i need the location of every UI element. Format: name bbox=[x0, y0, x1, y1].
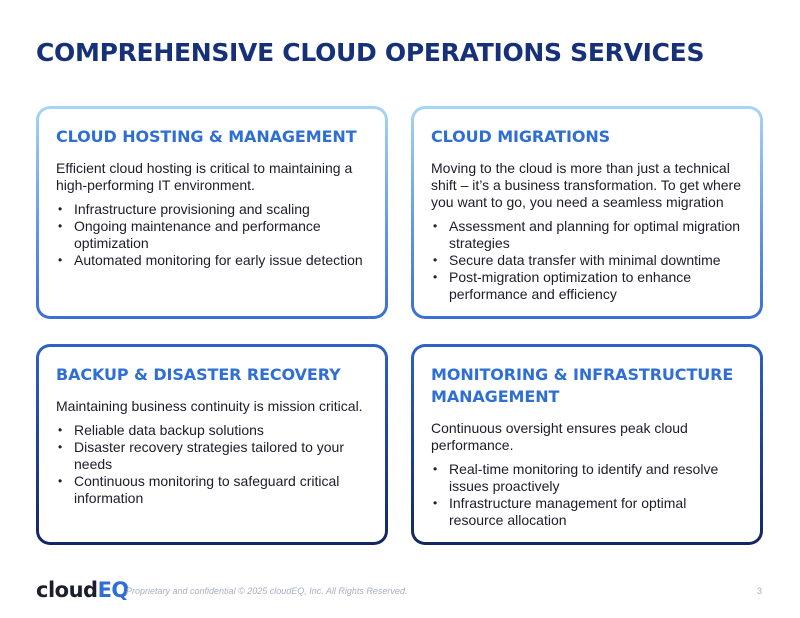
bullet-item bbox=[56, 439, 368, 473]
page-number: 3 bbox=[757, 586, 763, 596]
card-lead-text: Continuous oversight ensures peak cloud performance. bbox=[431, 420, 688, 453]
card-title: CLOUD HOSTING & MANAGEMENT bbox=[56, 127, 357, 146]
page-title: COMPREHENSIVE CLOUD OPERATIONS SERVICES bbox=[36, 38, 705, 67]
bullet-text: Infrastructure provisioning and scaling bbox=[74, 201, 310, 217]
bullet-text: Automated monitoring for early issue detection bbox=[74, 252, 363, 268]
card-monitoring-infrastructure bbox=[411, 344, 763, 545]
bullet-icon: • bbox=[58, 202, 63, 216]
logo-text-eq: EQ bbox=[97, 578, 129, 602]
bullet-text: Infrastructure management for optimal resource allocation bbox=[449, 495, 687, 528]
bullet-list bbox=[431, 461, 743, 529]
card-lead-text: Moving to the cloud is more than just a technical shift – it’s a business transformation. To get where you want to go, you need a seamless migration bbox=[431, 160, 741, 210]
bullet-text: Assessment and planning for optimal migration strategies bbox=[449, 218, 741, 251]
bullet-text: Disaster recovery strategies tailored to your needs bbox=[74, 439, 344, 472]
bullet-item bbox=[431, 495, 743, 529]
bullet-item bbox=[431, 269, 743, 303]
bullet-icon: • bbox=[58, 423, 63, 437]
confidentiality-notice: Proprietary and confidential © 2025 cloudEQ, Inc. All Rights Reserved. bbox=[126, 586, 408, 596]
bullet-item bbox=[56, 252, 368, 269]
bullet-list bbox=[56, 201, 368, 269]
bullet-icon: • bbox=[58, 253, 63, 267]
logo-text-cloud: cloud bbox=[36, 578, 98, 602]
card-backup-disaster-recovery bbox=[36, 344, 388, 545]
card-title: CLOUD MIGRATIONS bbox=[431, 127, 611, 146]
bullet-icon: • bbox=[58, 474, 63, 488]
bullet-icon: • bbox=[433, 270, 438, 284]
bullet-item bbox=[56, 473, 368, 507]
bullet-icon: • bbox=[433, 496, 438, 510]
bullet-list bbox=[56, 422, 368, 507]
bullet-icon: • bbox=[58, 440, 63, 454]
bullet-item bbox=[56, 218, 368, 252]
card-title: BACKUP & DISASTER RECOVERY bbox=[56, 365, 341, 384]
card-lead-text: Maintaining business continuity is mission critical. bbox=[56, 398, 363, 414]
bullet-icon: • bbox=[433, 253, 438, 267]
bullet-text: Continuous monitoring to safeguard critical information bbox=[74, 473, 340, 506]
bullet-item bbox=[56, 422, 368, 439]
bullet-item bbox=[56, 201, 368, 218]
bullet-item bbox=[431, 461, 743, 495]
bullet-icon: • bbox=[58, 219, 63, 233]
bullet-item bbox=[431, 252, 743, 269]
card-cloud-hosting bbox=[36, 106, 388, 319]
bullet-text: Real-time monitoring to identify and resolve issues proactively bbox=[449, 461, 719, 494]
bullet-text: Reliable data backup solutions bbox=[74, 422, 264, 438]
bullet-text: Secure data transfer with minimal downtime bbox=[449, 252, 721, 268]
bullet-icon: • bbox=[433, 219, 438, 233]
company-logo bbox=[36, 578, 129, 602]
bullet-icon: • bbox=[433, 462, 438, 476]
bullet-text: Post-migration optimization to enhance performance and efficiency bbox=[449, 269, 692, 302]
card-title: MONITORING & INFRASTRUCTURE MANAGEMENT bbox=[431, 365, 734, 406]
bullet-list bbox=[431, 218, 743, 303]
bullet-item bbox=[431, 218, 743, 252]
card-cloud-migrations bbox=[411, 106, 763, 319]
bullet-text: Ongoing maintenance and performance optimization bbox=[74, 218, 321, 251]
card-lead-text: Efficient cloud hosting is critical to maintaining a high-performing IT environment. bbox=[56, 160, 353, 193]
